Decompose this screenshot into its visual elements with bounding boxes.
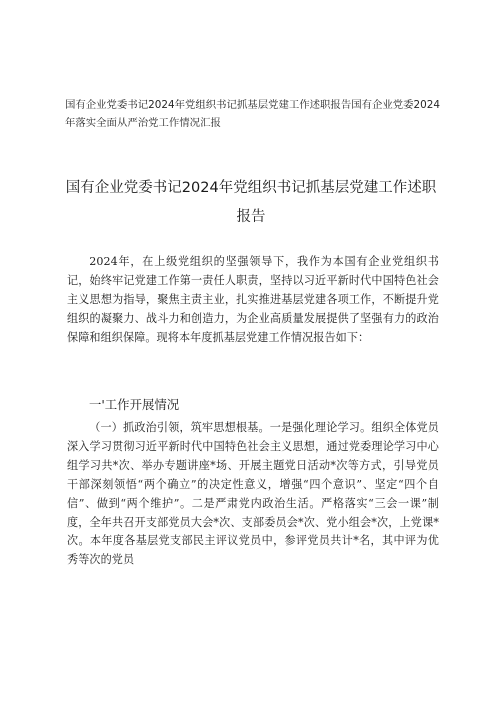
intro-paragraph: 2024年，在上级党组织的坚强领导下，我作为本国有企业党组织书记，始终牢记党建工作第一责任人职责，坚持以习近平新时代中国特色社会主义思想为指导，聚焦主责主业，扎实推进基层党建各项工作，不断提升党组织的凝聚力、战斗力和创造力，为企业高质量发展提供了坚强有力的政治保障和组织保障。现将本年度抓基层党建工作情况报告如下：: [67, 255, 439, 344]
section-heading: 一'工作开展情况: [89, 397, 180, 412]
document-header: 国有企业党委书记2024年党组织书记抓基层党建工作述职报告国有企业党委2024年落实全面从严治党工作情况汇报: [65, 99, 440, 129]
section-paragraph: （一）抓政治引领，筑牢思想根基。一是强化理论学习。组织全体党员深入学习贯彻习近平新时代中国特色社会主义思想，通过党委理论学习中心组学习共*次、举办专题讲座*场、开展主题党日活动*次等方式，引导党员干部深刻领悟“两个确立”的决定性意义，增强“四个意识”、坚定“四个自信”、做到“两个维护”。二是严肃党内政治生活。严格落实“三会一课”制度，全年共召开支部党员大会*次、支部委员会*次、党小组会*次，上党课*次。本年度各基层党支部民主评议党员中，参评党员共计*名，其中评为优秀等次的党员: [67, 421, 439, 567]
document-title: 国有企业党委书记2024年党组织书记抓基层党建工作述职报告: [65, 180, 437, 225]
